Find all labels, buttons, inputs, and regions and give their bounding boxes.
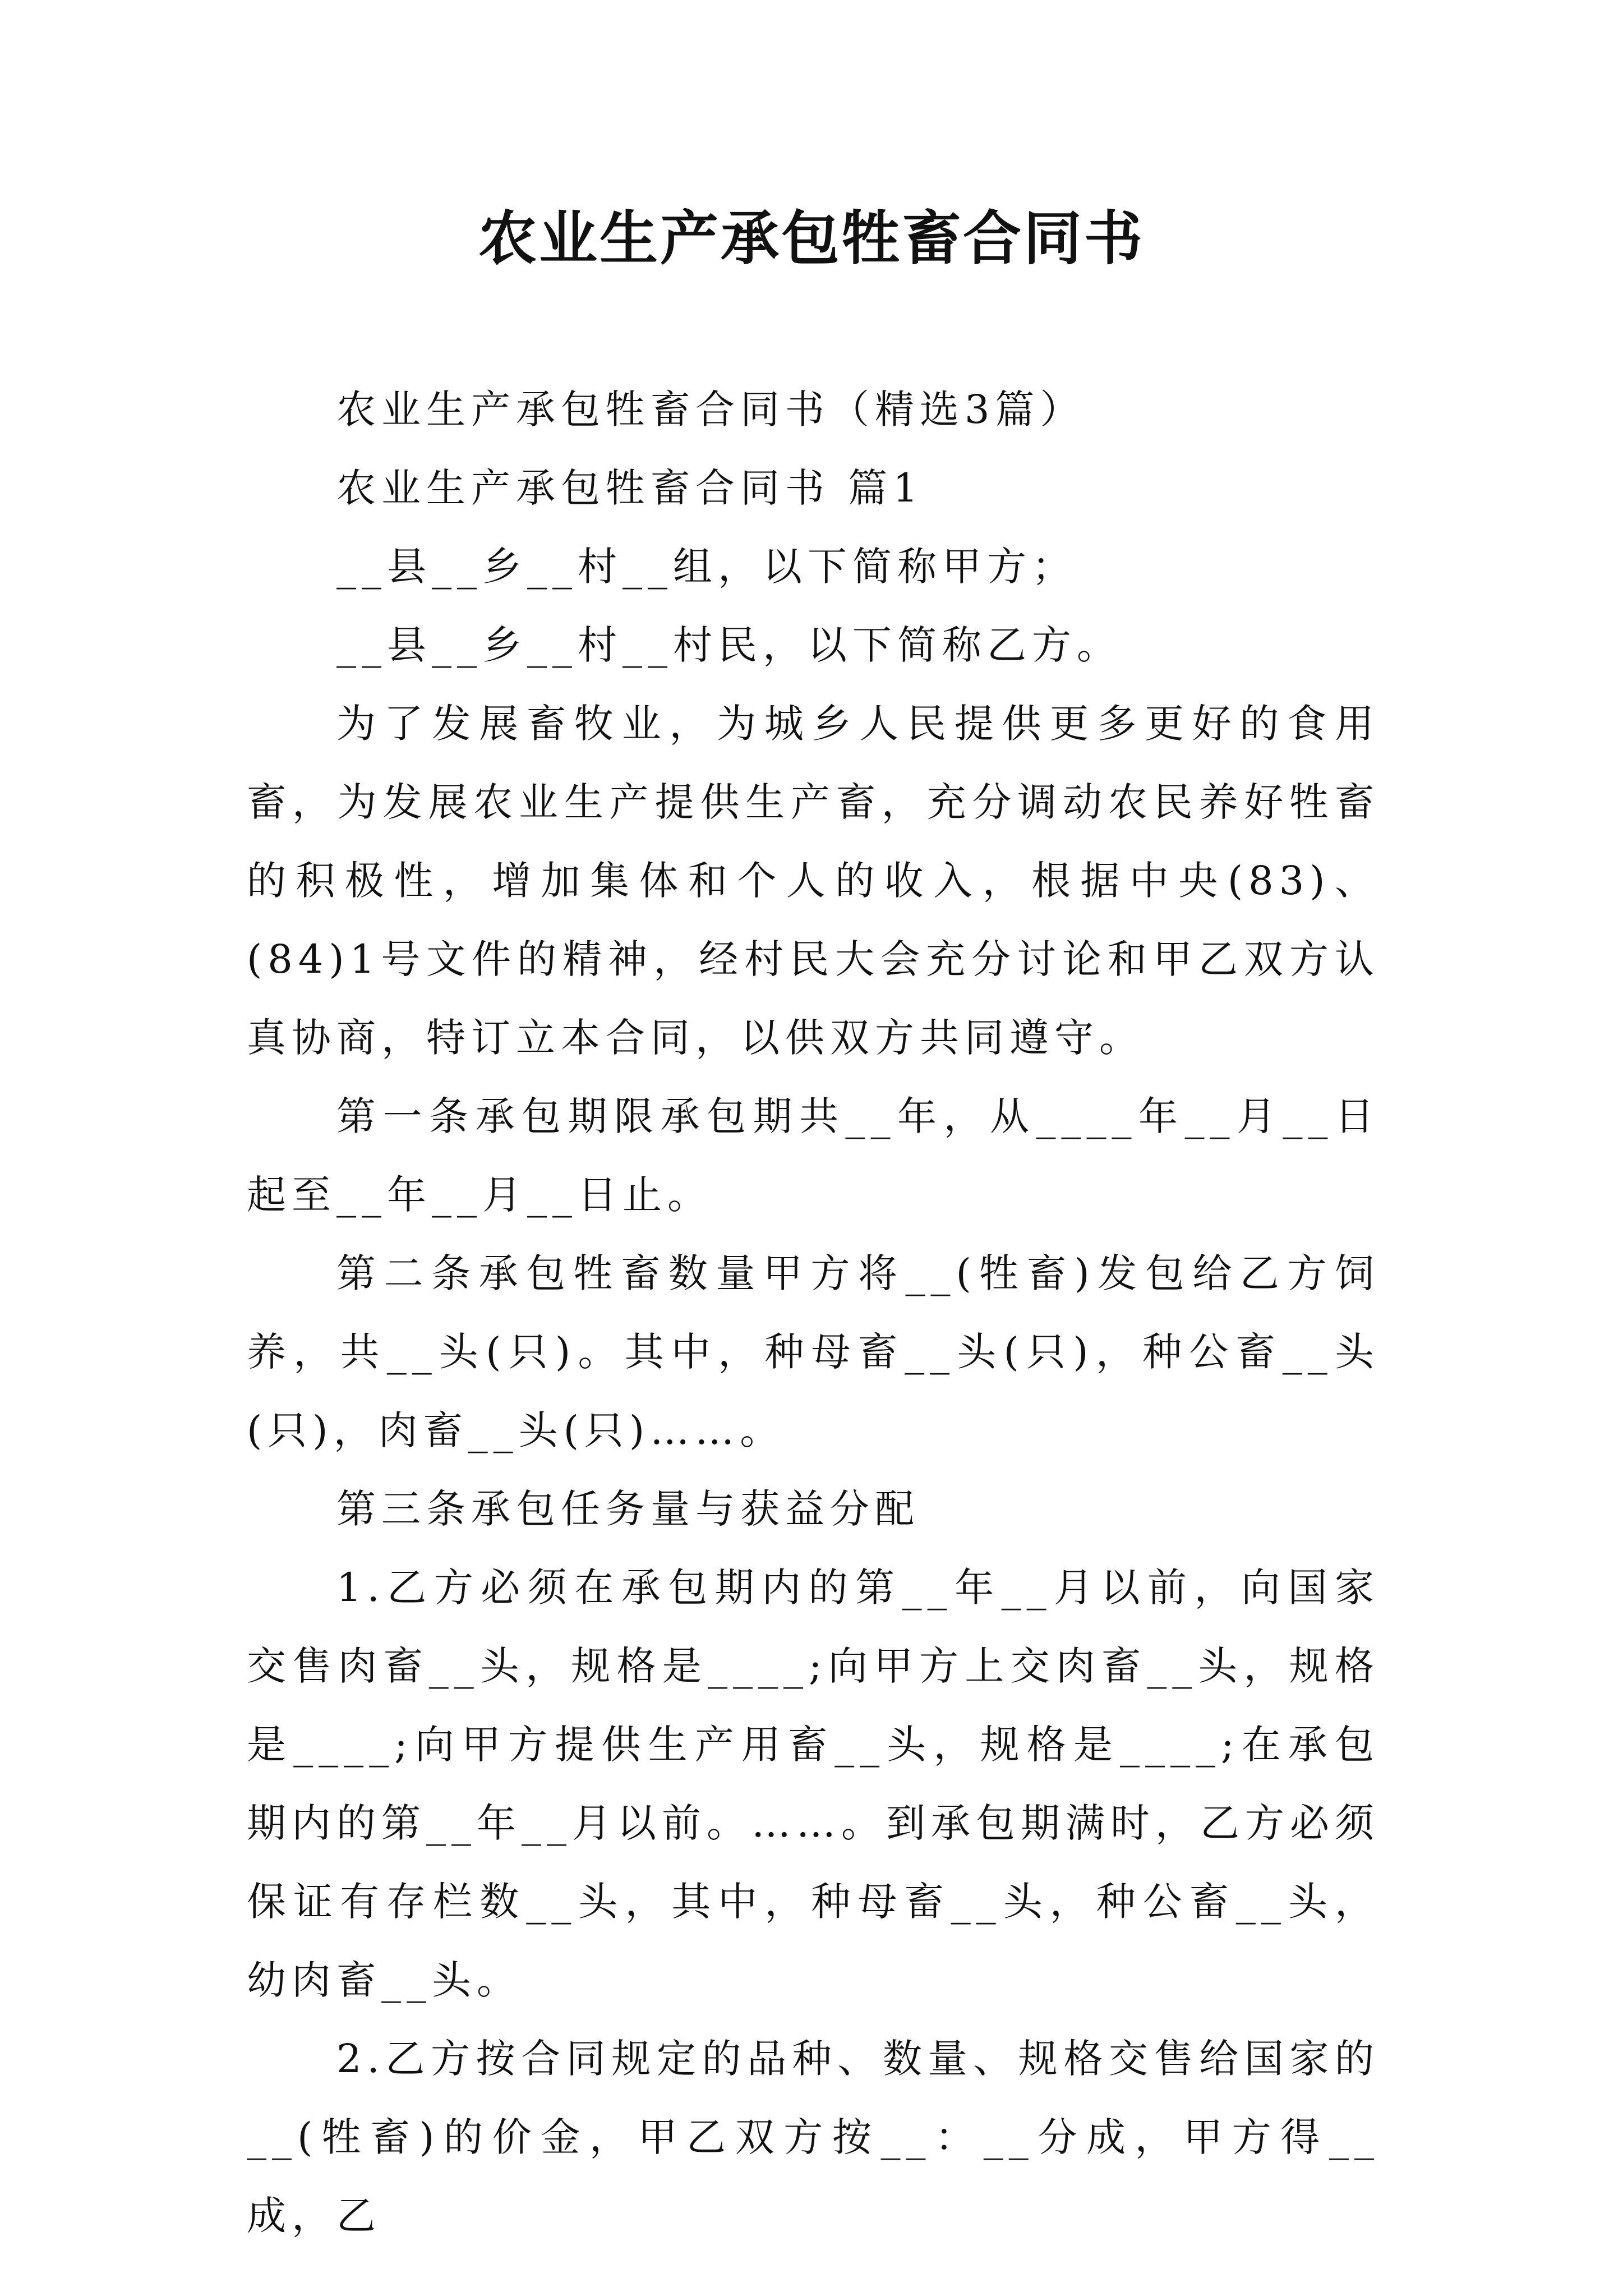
paragraph-party-a: __县__乡__村__组，以下简称甲方； [336, 544, 1077, 590]
paragraph-subtitle: 农业生产承包牲畜合同书（精选3篇） [336, 386, 1085, 432]
paragraph-article-1: 第一条承包期限承包期共__年，从____年__月__日起至__年__月__日止。 [247, 1093, 1380, 1218]
paragraph-article-3-item-2: 2.乙方按合同规定的品种、数量、规格交售给国家的__(牲畜)的价金，甲乙双方按__：__分成，甲方得__成，乙 [247, 2036, 1380, 2239]
document-body [247, 370, 1380, 2255]
paragraph-article-2: 第二条承包牲畜数量甲方将__(牲畜)发包给乙方饲养，共__头(只)。其中，种母畜__头(只)，种公畜__头(只)，肉畜__头(只)……。 [247, 1250, 1380, 1453]
paragraph-section-heading: 农业生产承包牲畜合同书 篇1 [336, 465, 924, 511]
document-title: 农业生产承包牲畜合同书 [478, 204, 1145, 273]
paragraph-preamble: 为了发展畜牧业，为城乡人民提供更多更好的食用畜，为发展农业生产提供生产畜，充分调动农民养好牲畜的积极性，增加集体和个人的收入，根据中央(83)、(84)1号文件的精神，经村民大会充分讨论和甲乙双方认真协商，特订立本合同，以供双方共同遵守。 [247, 701, 1380, 1061]
paragraph-party-b: __县__乡__村__村民，以下简称乙方。 [336, 622, 1122, 668]
paragraph-article-3: 第三条承包任务量与获益分配 [336, 1486, 920, 1532]
paragraph-article-3-item-1: 1.乙方必须在承包期内的第__年__月以前，向国家交售肉畜__头，规格是____;向甲方上交肉畜__头，规格是____;向甲方提供生产用畜__头，规格是____;在承包期内的第__年__月以前。……。到承包期满时，乙方必须保证有存栏数__头，其中，种母畜__头，种公畜__头，幼肉畜__头。 [247, 1565, 1380, 2003]
